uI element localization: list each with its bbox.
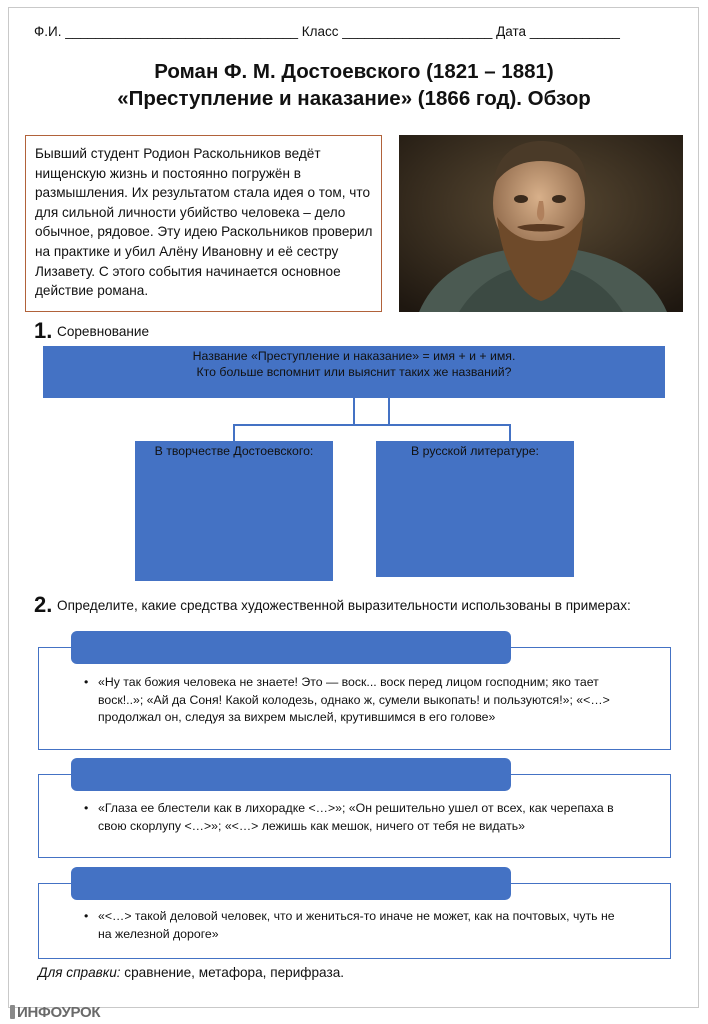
title-formula-line-2: Кто больше вспомнит или выяснит таких же названий? [196,365,512,379]
reference-hint [38,965,344,980]
infourok-logo-icon [10,1005,15,1019]
connector-line [509,424,511,441]
title-formula-box [43,346,665,398]
dostoevsky-works-box[interactable]: В творчестве Достоевского: [135,441,333,581]
section-1-title: Соревнование [57,324,150,339]
title-formula-line-1: Название «Преступление и наказание» = имя + и + имя. [192,349,516,363]
page-title [0,58,708,112]
example-answer-field[interactable] [71,631,511,664]
example-list [78,908,618,943]
example-item: • «<…> такой деловой человек, что и жениться-то иначе не может, как на почтовых, чуть не на железной дороге» [78,908,618,943]
example-list [78,800,618,835]
portrait-photo [399,135,683,312]
title-line-1: Роман Ф. М. Достоевского (1821 – 1881) [154,60,554,83]
reference-terms: сравнение, метафора, перифраза. [120,965,345,980]
section-2-title: Определите, какие средства художественной выразительности использованы в примерах: [57,598,631,613]
section-2-number: 2. [34,592,53,617]
example-item: • «Глаза ее блестели как в лихорадке <…>»; «Он решительно ушел от всех, как черепаха в свою скорлупу <…>»; «<…> лежишь как мешок, ничего от тебя не видать» [78,800,618,835]
section-1-number: 1. [34,318,53,343]
reference-label: Для справки: [38,965,121,980]
connector-line [388,398,390,426]
portrait-illustration [399,135,683,312]
student-info-line: Ф.И. _______________________________ Класс ____________________ Дата ____________ [34,24,620,39]
intro-text-box: Бывший студент Родион Раскольников ведёт нищенскую жизнь и постоянно погружён в размышления. Их результатом стала идея о том, что для сильной личности убийство человека – дело обычное, рядовое. Эту идею Раскольников проверил на практике и убил Алёну Ивановну и её сестру Лизавету. С этого события начинается основное действие романа. [25,135,382,312]
logo-text: ИНФОУРОК [17,1003,101,1021]
example-list [78,674,618,727]
example-answer-field[interactable] [71,867,511,900]
infourok-logo [10,1003,100,1021]
example-answer-field[interactable] [71,758,511,791]
connector-line [233,424,511,426]
title-line-2: «Преступление и наказание» (1866 год). Обзор [117,87,591,110]
example-item: • «Ну так божия человека не знаете! Это — воск... воск перед лицом господним; яко тает воск!..»; «Ай да Соня! Какой колодезь, однако ж, сумели выкопать! и пользуются!»; «<…> продолжал он, следуя за вихрем мыслей, крутившимся в его голове» [78,674,618,727]
russian-literature-box[interactable]: В русской литературе: [376,441,574,577]
connector-line [353,398,355,426]
connector-line [233,424,235,441]
